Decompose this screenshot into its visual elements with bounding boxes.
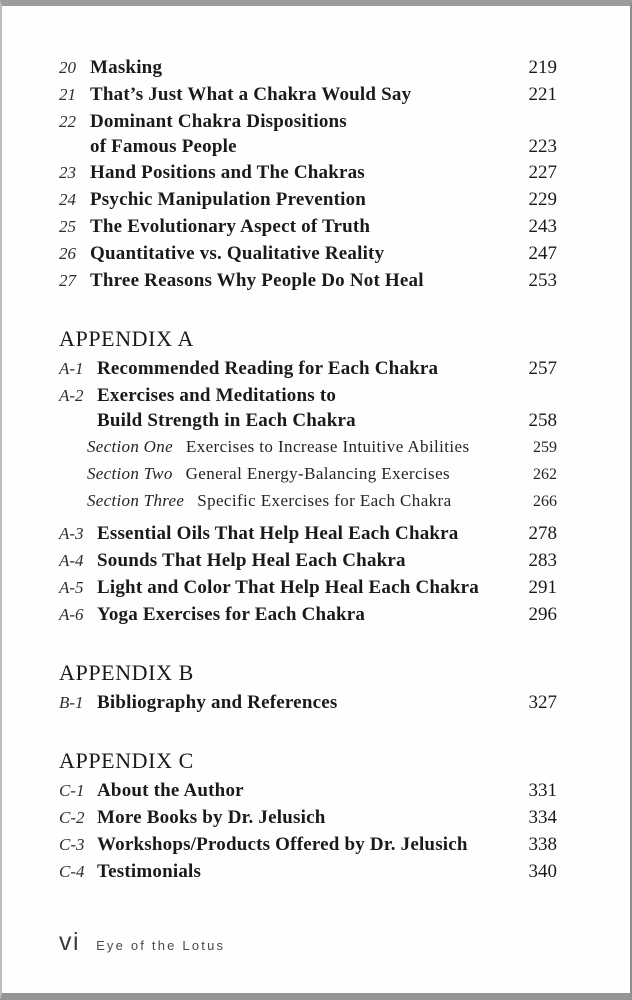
chapter-title: That’s Just What a Chakra Would Say [90, 84, 412, 105]
page-number: 259 [533, 439, 557, 456]
appendix-item-number: A-4 [59, 551, 84, 570]
appendix-item-title: Yoga Exercises for Each Chakra [97, 604, 366, 625]
toc-entry [59, 187, 557, 213]
appendix-a-heading: APPENDIX A [59, 326, 194, 351]
toc-entry [59, 575, 557, 601]
appendix-item-title-line1: Exercises and Meditations to [97, 385, 337, 406]
appendix-item-number: A-2 [59, 386, 84, 405]
page-number: 338 [528, 834, 557, 855]
chapter-number: 27 [59, 271, 76, 290]
section-description: Exercises to Increase Intuitive Abilities [185, 437, 470, 456]
appendix-item-title: Bibliography and References [97, 692, 338, 713]
page-number: 296 [528, 604, 557, 625]
chapter-number: 21 [59, 85, 76, 104]
toc-entry [59, 778, 557, 804]
page-number: 278 [528, 523, 557, 544]
chapter-number: 22 [59, 112, 76, 131]
toc-entry [59, 383, 557, 433]
toc-entry [59, 214, 557, 240]
appendix-item-title: Light and Color That Help Heal Each Chakra [97, 577, 479, 598]
folio-page-number: vi [59, 928, 81, 956]
book-title: Eye of the Lotus [96, 938, 226, 953]
appendix-item-title: More Books by Dr. Jelusich [97, 807, 326, 828]
page-number: 331 [528, 780, 557, 801]
page-number: 227 [528, 162, 557, 183]
appendix-item-title-line2: Build Strength in Each Chakra [97, 410, 356, 431]
toc-entry [59, 82, 557, 108]
appendix-item-number: B-1 [59, 693, 84, 712]
appendix-b-heading: APPENDIX B [59, 660, 194, 685]
page-number: 221 [528, 84, 557, 105]
appendix-item-title: Essential Oils That Help Heal Each Chakra [97, 523, 459, 544]
section-label: Section One [87, 437, 173, 456]
toc-entry [59, 160, 557, 186]
appendix-item-number: C-2 [59, 808, 85, 827]
page-number: 334 [528, 807, 557, 828]
chapter-number: 23 [59, 163, 76, 182]
appendix-item-number: A-1 [59, 359, 84, 378]
chapter-number: 26 [59, 244, 76, 263]
page-number: 258 [528, 410, 557, 431]
chapter-number: 24 [59, 190, 76, 209]
appendix-item-title: Recommended Reading for Each Chakra [97, 358, 439, 379]
appendix-item-number: C-1 [59, 781, 85, 800]
toc-section-entry [59, 461, 557, 487]
chapter-title-line1: Dominant Chakra Dispositions [90, 111, 347, 132]
chapter-title: The Evolutionary Aspect of Truth [90, 216, 371, 237]
toc-entry [59, 832, 557, 858]
toc-entry [59, 356, 557, 382]
page-number: 291 [528, 577, 557, 598]
chapter-title: Masking [90, 57, 163, 78]
toc-entry [59, 690, 557, 716]
appendix-item-number: A-6 [59, 605, 84, 624]
table-of-contents [2, 6, 630, 885]
section-label: Section Three [87, 491, 185, 510]
appendix-item-number: A-3 [59, 524, 84, 543]
chapter-title: Psychic Manipulation Prevention [90, 189, 367, 210]
page-number: 219 [528, 57, 557, 78]
appendix-item-title: Sounds That Help Heal Each Chakra [97, 550, 406, 571]
appendix-item-number: C-4 [59, 862, 85, 881]
chapter-title: Three Reasons Why People Do Not Heal [90, 270, 424, 291]
appendix-item-title: About the Author [97, 780, 244, 801]
toc-entry [59, 268, 557, 294]
chapter-number: 20 [59, 58, 76, 77]
toc-entry [59, 548, 557, 574]
page-number: 257 [528, 358, 557, 379]
toc-entry [59, 602, 557, 628]
page-footer [59, 928, 225, 957]
toc-entry [59, 55, 557, 81]
toc-entry [59, 241, 557, 267]
chapter-title: Hand Positions and The Chakras [90, 162, 365, 183]
page-number: 247 [528, 243, 557, 264]
page-number: 253 [528, 270, 557, 291]
toc-entry [59, 109, 557, 159]
appendix-item-title: Workshops/Products Offered by Dr. Jelusich [97, 834, 468, 855]
toc-entry [59, 805, 557, 831]
appendix-item-title [97, 383, 529, 433]
appendix-item-title: Testimonials [97, 861, 202, 882]
section-label: Section Two [87, 464, 173, 483]
appendix-c-heading: APPENDIX C [59, 748, 194, 773]
section-description: General Energy-Balancing Exercises [185, 464, 451, 483]
page-number: 262 [533, 466, 557, 483]
toc-section-entry [59, 488, 557, 514]
page-number: 340 [528, 861, 557, 882]
chapter-title [90, 109, 529, 159]
toc-section-entry [59, 434, 557, 460]
appendix-item-number: A-5 [59, 578, 84, 597]
appendix-item-number: C-3 [59, 835, 85, 854]
chapter-number: 25 [59, 217, 76, 236]
page-number: 327 [528, 692, 557, 713]
toc-entry [59, 859, 557, 885]
page-number: 283 [528, 550, 557, 571]
chapter-title: Quantitative vs. Qualitative Reality [90, 243, 385, 264]
page-number: 223 [528, 136, 557, 157]
page-number: 243 [528, 216, 557, 237]
page-number: 229 [528, 189, 557, 210]
toc-entry [59, 521, 557, 547]
chapter-title-line2: of Famous People [90, 136, 237, 157]
page-number: 266 [533, 493, 557, 510]
section-description: Specific Exercises for Each Chakra [197, 491, 452, 510]
